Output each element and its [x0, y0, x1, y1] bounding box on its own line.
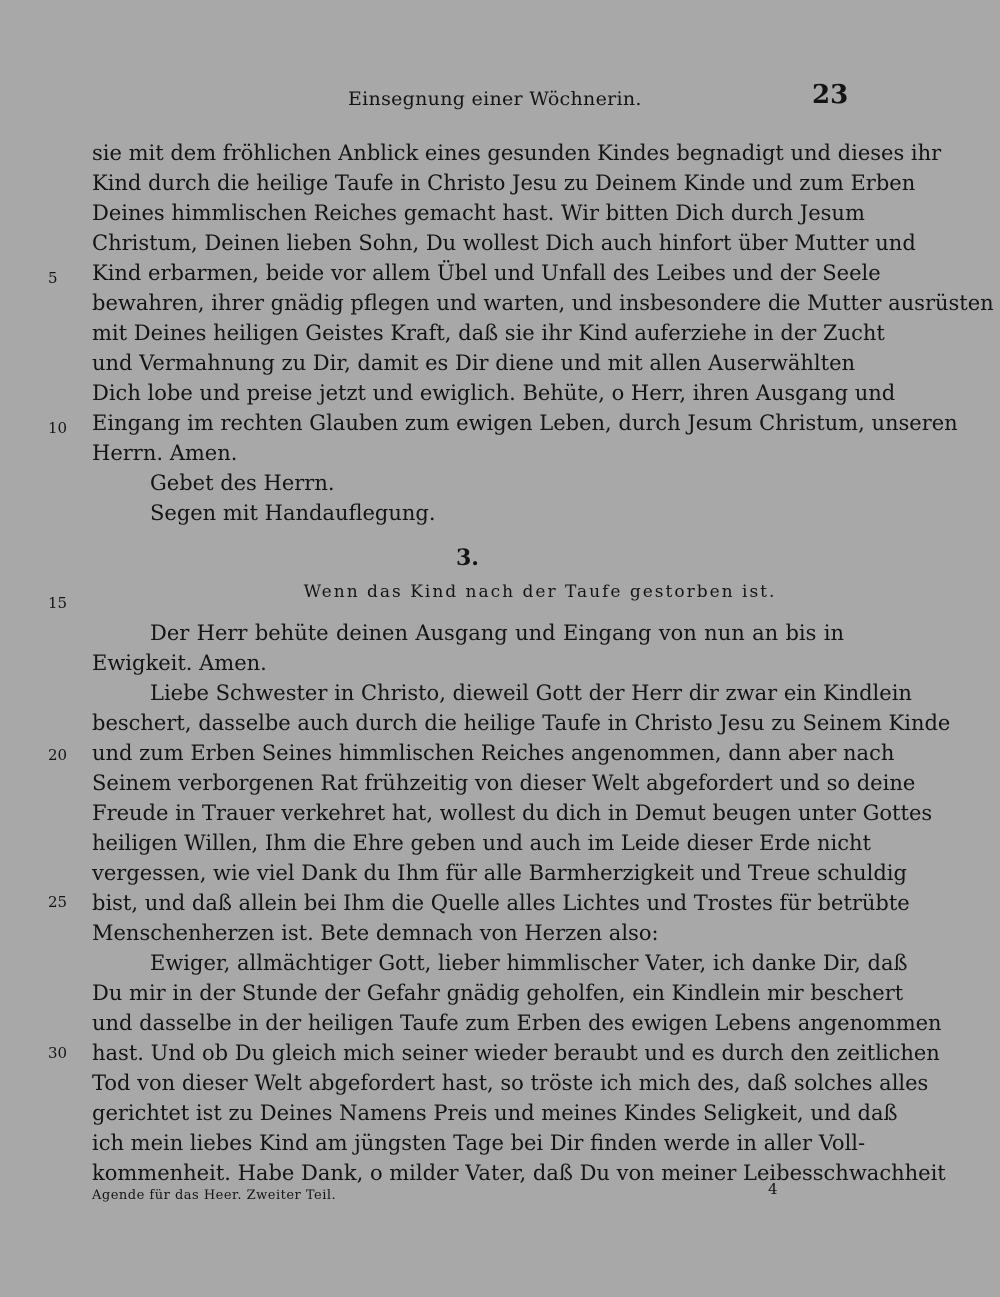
line-number: 5 [48, 269, 58, 287]
text-line: Eingang im rechten Glauben zum ewigen Leben, durch Jesum Christum, unseren [92, 411, 958, 435]
text-line: beschert, dasselbe auch durch die heilige Taufe in Christo Jesu zu Seinem Kinde [92, 711, 951, 735]
text-line: und Vermahnung zu Dir, damit es Dir diene und mit allen Auserwählten [92, 351, 856, 375]
text-line: sie mit dem fröhlichen Anblick eines gesunden Kindes begnadigt und dieses ihr [92, 141, 942, 165]
page-number: 23 [812, 80, 849, 110]
text-line: ich mein liebes Kind am jüngsten Tage bei Dir finden werde in aller Voll- [92, 1131, 866, 1155]
text-line: Herrn. Amen. [92, 441, 238, 465]
text-line: bist, und daß allein bei Ihm die Quelle alles Lichtes und Trostes für betrübte [92, 891, 910, 915]
line-number: 20 [48, 746, 68, 764]
line-number: 10 [48, 419, 68, 437]
text-line: Christum, Deinen lieben Sohn, Du wollest Dich auch hinfort über Mutter und [92, 231, 916, 255]
text-line: Du mir in der Stunde der Gefahr gnädig geholfen, ein Kindlein mir beschert [92, 981, 904, 1005]
text-line: Liebe Schwester in Christo, dieweil Gott der Herr dir zwar ein Kindlein [150, 681, 912, 705]
text-line: Kind erbarmen, beide vor allem Übel und Unfall des Leibes und der Seele [92, 261, 881, 285]
footer-signature: Agende für das Heer. Zweiter Teil. [92, 1188, 337, 1203]
text-line: Dich lobe und preise jetzt und ewiglich. Behüte, o Herr, ihren Ausgang und [92, 381, 896, 405]
text-line: Ewiger, allmächtiger Gott, lieber himmlischer Vater, ich danke Dir, daß [150, 951, 908, 975]
text-line: Der Herr behüte deinen Ausgang und Eingang von nun an bis in [150, 621, 844, 645]
line-number: 15 [48, 594, 68, 612]
line-number: 25 [48, 893, 68, 911]
text-line: Deines himmlischen Reiches gemacht hast. Wir bitten Dich durch Jesum [92, 201, 865, 225]
line-number: 30 [48, 1044, 68, 1062]
text-line: Menschenherzen ist. Bete demnach von Herzen also: [92, 921, 659, 945]
text-line: gerichtet ist zu Deines Namens Preis und meines Kindes Seligkeit, und daß [92, 1101, 898, 1125]
text-line: Kind durch die heilige Taufe in Christo Jesu zu Deinem Kinde und zum Erben [92, 171, 916, 195]
rubric-line: Gebet des Herrn. [150, 471, 335, 495]
text-line: und zum Erben Seines himmlischen Reiches angenommen, dann aber nach [92, 741, 895, 765]
text-line: Freude in Trauer verkehret hat, wollest du dich in Demut beugen unter Gottes [92, 801, 933, 825]
section-title: Wenn das Kind nach der Taufe gestorben ist. [303, 582, 777, 602]
text-line: heiligen Willen, Ihm die Ehre geben und auch im Leide dieser Erde nicht [92, 831, 871, 855]
rubric-line: Segen mit Handauflegung. [150, 501, 436, 525]
text-line: Ewigkeit. Amen. [92, 651, 267, 675]
text-line: kommenheit. Habe Dank, o milder Vater, daß Du von meiner Leibesschwachheit [92, 1161, 946, 1185]
section-number: 3. [456, 545, 479, 571]
text-line: und dasselbe in der heiligen Taufe zum Erben des ewigen Lebens angenommen [92, 1011, 942, 1035]
running-header: Einsegnung einer Wöchnerin. [348, 88, 642, 110]
text-line: Tod von dieser Welt abgefordert hast, so tröste ich mich des, daß solches alles [92, 1071, 929, 1095]
text-line: bewahren, ihrer gnädig pflegen und warten, und insbesondere die Mutter ausrüsten [92, 291, 994, 315]
text-line: Seinem verborgenen Rat frühzeitig von dieser Welt abgefordert und so deine [92, 771, 916, 795]
text-line: hast. Und ob Du gleich mich seiner wieder beraubt und es durch den zeitlichen [92, 1041, 940, 1065]
text-line: vergessen, wie viel Dank du Ihm für alle Barmherzigkeit und Treue schuldig [92, 861, 907, 885]
text-line: mit Deines heiligen Geistes Kraft, daß sie ihr Kind auferziehe in der Zucht [92, 321, 885, 345]
sheet-number: 4 [768, 1180, 778, 1198]
